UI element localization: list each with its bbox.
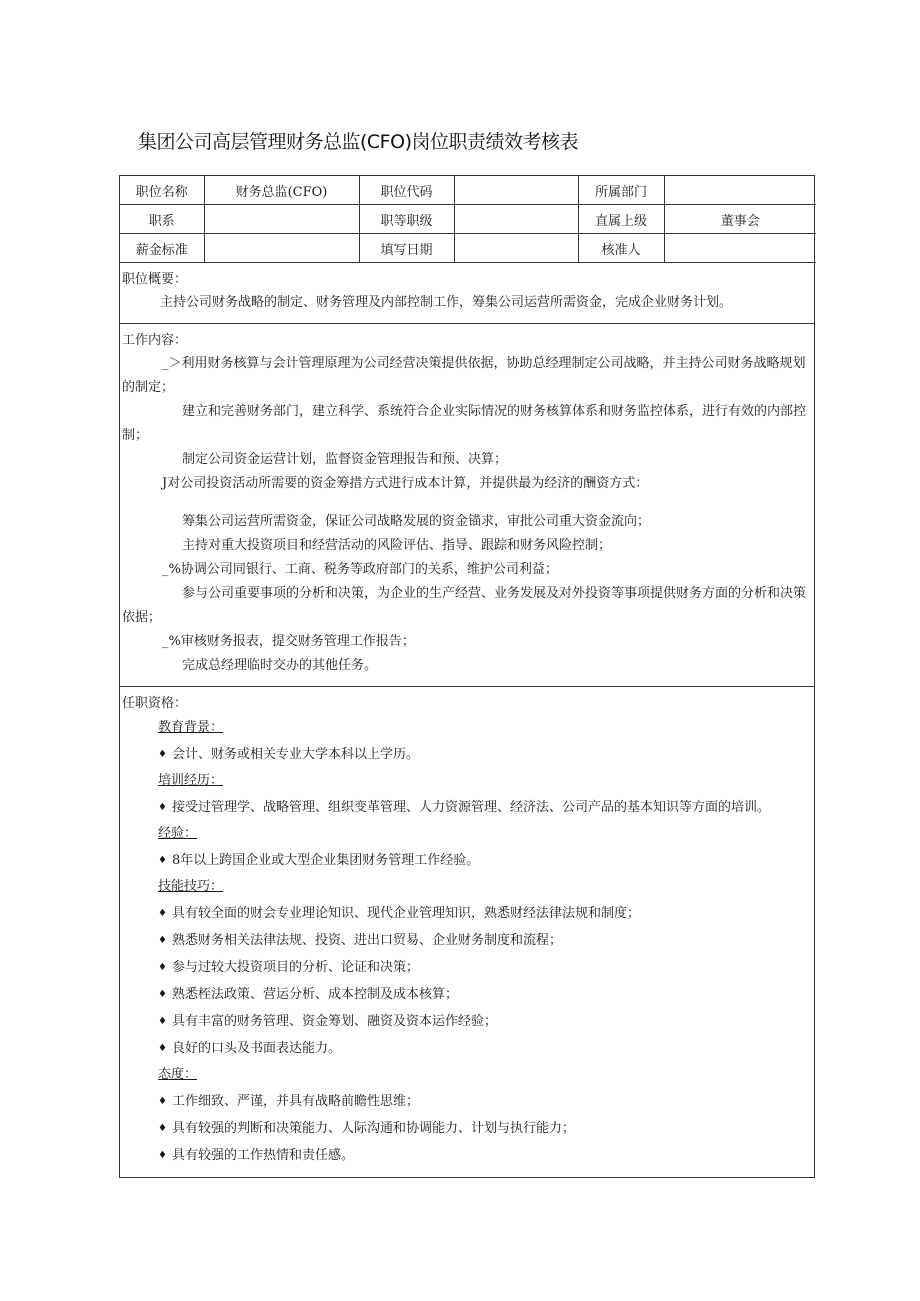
label-department: 所属部门 <box>578 176 664 205</box>
value-department <box>664 176 816 205</box>
work-item: _%审核财务报表，提交财务管理工作报告； <box>162 634 415 649</box>
list-item-text: 接受过管理学、战略管理、组织变革管理、人力资源管理、经济法、公司产品的基本知识等方面的培训。 <box>172 800 771 815</box>
list-item <box>120 900 814 927</box>
list-item <box>120 954 814 981</box>
value-job-family <box>204 205 359 234</box>
overview-section <box>120 263 814 324</box>
diamond-bullet-icon: ♦ <box>158 962 167 973</box>
label-salary: 薪金标准 <box>120 234 204 263</box>
value-position-name: 财务总监(CFO) <box>204 176 359 205</box>
list-item-text: 熟悉财务相关法律法规、投资、进出口贸易、企业财务制度和流程； <box>172 933 563 948</box>
diamond-bullet-icon: ♦ <box>158 908 167 919</box>
training-heading: 培训经历： <box>158 773 224 788</box>
list-item <box>120 1088 814 1115</box>
work-item: 完成总经理临时交办的其他任务。 <box>182 658 378 673</box>
work-item: _%协调公司同银行、工商、税务等政府部门的关系，维护公司利益； <box>162 562 558 577</box>
attitude-heading: 态度： <box>158 1067 198 1082</box>
value-position-code <box>454 176 578 205</box>
qualifications-section <box>120 687 814 1177</box>
info-row <box>120 205 816 234</box>
work-item: J对公司投资活动所需要的资金筹措方式进行成本计算，并提供最为经济的酬资方式： <box>162 476 649 491</box>
list-item-text: 熟悉桎法政策、营运分析、成本控制及成本核算； <box>172 987 459 1002</box>
label-grade: 职等职级 <box>359 205 454 234</box>
job-description-form <box>119 175 815 1178</box>
list-item-text: 参与过较大投资项目的分析、论证和决策； <box>172 960 420 975</box>
value-fill-date <box>454 234 578 263</box>
label-approver: 核准人 <box>578 234 664 263</box>
page-title: 集团公司高层管理财务总监(CFO)岗位职责绩效考核表 <box>138 131 578 153</box>
list-item-text: 良好的口头及书面表达能力。 <box>172 1041 342 1056</box>
value-salary <box>204 234 359 263</box>
label-position-name: 职位名称 <box>120 176 204 205</box>
diamond-bullet-icon: ♦ <box>158 1096 167 1107</box>
diamond-bullet-icon: ♦ <box>158 802 167 813</box>
work-item: _＞利用财务核算与会计管理原理为公司经营决策提供依据，协助总经理制定公司战略，并主持公司财务战略规划的制定； <box>122 356 806 395</box>
list-item-text: 工作细致、严谨，并具有战略前瞻性思维； <box>172 1094 420 1109</box>
diamond-bullet-icon: ♦ <box>158 935 167 946</box>
info-row <box>120 234 816 263</box>
list-item-text: 具有较强的工作热情和责任感。 <box>172 1148 355 1163</box>
list-item-text: 8年以上跨国企业或大型企业集团财务管理工作经验。 <box>172 853 480 868</box>
list-item <box>120 927 814 954</box>
work-section <box>120 324 814 687</box>
overview-heading: 职位概要： <box>122 272 188 287</box>
diamond-bullet-icon: ♦ <box>158 1150 167 1161</box>
list-item-text: 具有丰富的财务管理、资金筹划、融资及资本运作经验； <box>172 1014 498 1029</box>
list-item <box>120 1115 814 1142</box>
list-item-text: 会计、财务或相关专业大学本科以上学历。 <box>172 747 420 762</box>
list-item-text: 具有较强的判断和决策能力、人际沟通和协调能力、计划与执行能力； <box>172 1121 576 1136</box>
value-approver <box>664 234 816 263</box>
work-item: 参与公司重要事项的分析和决策，为企业的生产经营、业务发展及对外投资等事项提供财务方面的分析和决策依据； <box>122 586 807 625</box>
info-table <box>120 176 816 263</box>
diamond-bullet-icon: ♦ <box>158 749 167 760</box>
label-fill-date: 填写日期 <box>359 234 454 263</box>
qualifications-heading: 任职资格： <box>122 696 188 711</box>
list-item <box>120 794 814 821</box>
skills-heading: 技能技巧： <box>158 879 224 894</box>
work-item: 主持对重大投资项目和经营活动的风险评估、指导、跟踪和财务风险控制； <box>182 538 612 553</box>
list-item <box>120 1008 814 1035</box>
label-job-family: 职系 <box>120 205 204 234</box>
list-item <box>120 741 814 768</box>
list-item <box>120 847 814 874</box>
value-grade <box>454 205 578 234</box>
info-row <box>120 176 816 205</box>
diamond-bullet-icon: ♦ <box>158 1016 167 1027</box>
label-position-code: 职位代码 <box>359 176 454 205</box>
work-item: 建立和完善财务部门，建立科学、系统符合企业实际情况的财务核算体系和财务监控体系，进行有效的内部控制； <box>122 404 807 443</box>
list-item <box>120 981 814 1008</box>
work-heading: 工作内容： <box>122 333 188 348</box>
list-item <box>120 1142 814 1169</box>
overview-text: 主持公司财务战略的制定、财务管理及内部控制工作，筹集公司运营所需资金，完成企业财务计划。 <box>160 295 733 310</box>
work-item: 筹集公司运营所需资金，保证公司战略发展的资金锚求，审批公司重大资金流向； <box>182 514 651 529</box>
label-supervisor: 直属上级 <box>578 205 664 234</box>
diamond-bullet-icon: ♦ <box>158 1043 167 1054</box>
education-heading: 教育背景： <box>158 720 224 735</box>
spacer <box>120 496 814 510</box>
diamond-bullet-icon: ♦ <box>158 1123 167 1134</box>
list-item <box>120 1035 814 1062</box>
list-item-text: 具有较全面的财会专业理论知识、现代企业管理知识，熟悉财经法律法规和制度； <box>172 906 641 921</box>
work-item: 制定公司资金运营计划，监督资金管理报告和预、决算； <box>182 452 508 467</box>
experience-heading: 经验： <box>158 826 198 841</box>
value-supervisor: 董事会 <box>664 205 816 234</box>
diamond-bullet-icon: ♦ <box>158 855 167 866</box>
diamond-bullet-icon: ♦ <box>158 989 167 1000</box>
